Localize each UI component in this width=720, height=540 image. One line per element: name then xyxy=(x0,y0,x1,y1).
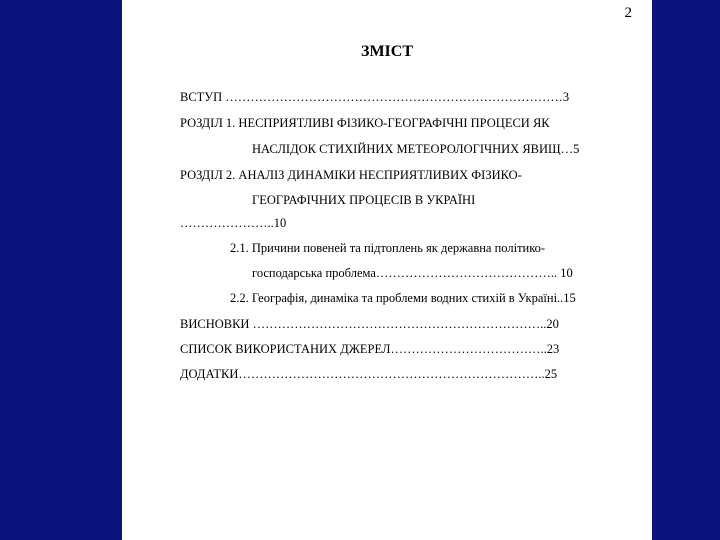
toc-entry-conclusions: ВИСНОВКИ ……………………………………………………………..20 xyxy=(180,317,559,331)
toc-entry-appendices: ДОДАТКИ………………………………………………………………..25 xyxy=(180,367,558,381)
toc-entry-chapter-1: РОЗДІЛ 1. НЕСПРИЯТЛИВІ ФІЗИКО-ГЕОГРАФІЧНІ ПРОЦЕСИ ЯК xyxy=(180,116,550,130)
toc-entry-chapter-2-page: …………………..10 xyxy=(180,216,287,230)
toc-entry-chapter-2: РОЗДІЛ 2. АНАЛІЗ ДИНАМІКИ НЕСПРИЯТЛИВИХ ФІЗИКО- xyxy=(180,168,522,182)
toc-entry-intro: ВСТУП ………………………………………………………………………3 xyxy=(180,90,570,104)
toc-entry-section-2-1: 2.1. Причини повеней та підтоплень як державна політико- xyxy=(230,241,546,255)
toc-entry-chapter-2-cont: ГЕОГРАФІЧНИХ ПРОЦЕСІВ В УКРАЇНІ xyxy=(252,193,476,207)
document-page xyxy=(122,0,652,540)
page-title: ЗМІСТ xyxy=(361,43,413,60)
page-number: 2 xyxy=(624,5,632,21)
toc-entry-chapter-1-cont: НАСЛІДОК СТИХІЙНИХ МЕТЕОРОЛОГІЧНИХ ЯВИЩ…5 xyxy=(252,142,580,156)
toc-entry-section-2-2: 2.2. Географія, динаміка та проблеми водних стихій в Україні..15 xyxy=(230,291,576,305)
toc-entry-section-2-1-cont: господарська проблема…………………………………….. 10 xyxy=(252,266,573,280)
toc-entry-references: СПИСОК ВИКОРИСТАНИХ ДЖЕРЕЛ………………………………..23 xyxy=(180,342,560,356)
